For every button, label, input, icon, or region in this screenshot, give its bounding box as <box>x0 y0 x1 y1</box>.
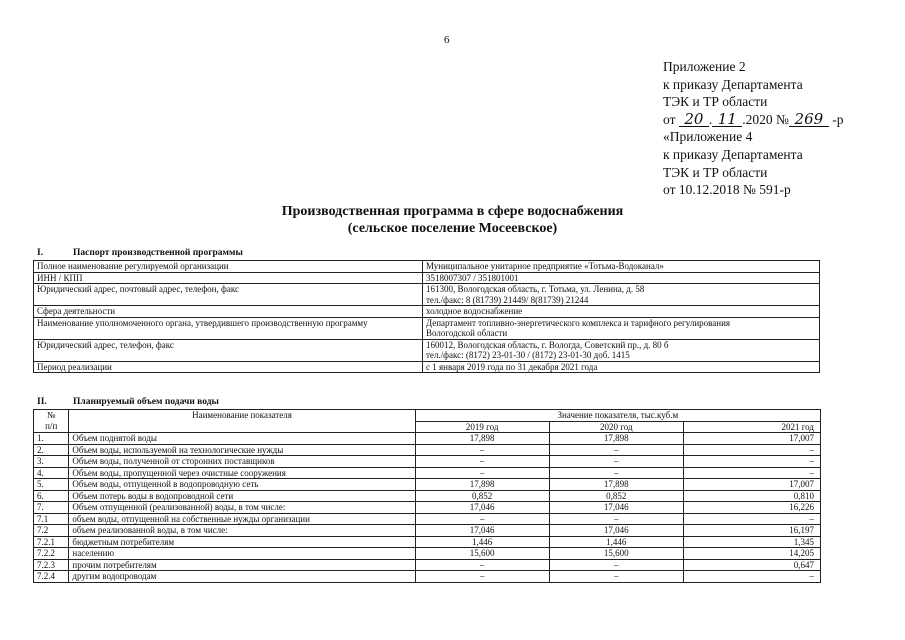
row-value-2020: – <box>549 571 683 583</box>
row-number: 7.2 <box>34 525 69 537</box>
passport-value-line-2: тел./факс: (8172) 23-01-30 / (8172) 23-01-30 доб. 1415 <box>426 350 630 360</box>
appendix-line-8: от 10.12.2018 № 591-р <box>663 182 791 198</box>
appendix-date-line <box>663 111 844 129</box>
row-value-2019: – <box>415 444 549 456</box>
header-values-title: Значение показателя, тыс.куб.м <box>415 410 820 422</box>
row-value-2021: 16,197 <box>683 525 820 537</box>
row-value-2020: – <box>549 559 683 571</box>
row-number: 7. <box>34 502 69 514</box>
row-indicator-name: Объем воды, пропущенной через очистные сооружения <box>69 467 415 479</box>
passport-row <box>34 361 820 373</box>
row-indicator-name: объем реализованной воды, в том числе: <box>69 525 415 537</box>
passport-label: Полное наименование регулируемой организации <box>34 261 423 273</box>
row-number: 6. <box>34 490 69 502</box>
row-value-2021: – <box>683 444 820 456</box>
row-number: 7.2.1 <box>34 536 69 548</box>
row-value-2020: 0,852 <box>549 490 683 502</box>
passport-value-line-1: 3518007307 / 351801001 <box>426 272 519 283</box>
row-value-2020: 1,446 <box>549 536 683 548</box>
volume-row <box>34 548 821 560</box>
row-value-2021: – <box>683 571 820 583</box>
date-month: 11 <box>712 112 742 127</box>
passport-row <box>34 339 820 361</box>
volume-row <box>34 479 821 491</box>
passport-value-line-1: холодное водоснабжение <box>426 306 523 316</box>
volume-row <box>34 433 821 445</box>
volume-table <box>33 409 821 583</box>
row-value-2021: 1,345 <box>683 536 820 548</box>
row-value-2020: – <box>549 456 683 468</box>
volume-row <box>34 536 821 548</box>
header-num-line-2: п/п <box>45 420 58 431</box>
row-value-2019: 17,046 <box>415 525 549 537</box>
row-value-2019: – <box>415 513 549 525</box>
passport-label: Юридический адрес, почтовый адрес, телефон, факс <box>34 284 423 306</box>
header-num-line-1: № <box>46 410 56 420</box>
passport-value-line-1: Департамент топливно-энергетического комплекса и тарифного регулирования <box>426 317 731 328</box>
volume-row <box>34 467 821 479</box>
appendix-line-7: ТЭК и ТР области <box>663 164 768 180</box>
row-value-2019: – <box>415 571 549 583</box>
row-indicator-name: Объем воды, полученной от сторонних поставщиков <box>69 456 415 468</box>
row-number: 7.2.3 <box>34 559 69 571</box>
volume-row <box>34 490 821 502</box>
row-value-2020: 17,898 <box>549 433 683 445</box>
row-indicator-name: Объем воды, используемой на технологические нужды <box>69 444 415 456</box>
row-value-2019: 0,852 <box>415 490 549 502</box>
row-number: 1. <box>34 433 69 445</box>
passport-label: Сфера деятельности <box>34 306 423 318</box>
row-value-2021: 16,226 <box>683 502 820 514</box>
volume-row <box>34 525 821 537</box>
row-number: 7.1 <box>34 513 69 525</box>
row-number: 5. <box>34 479 69 491</box>
passport-row <box>34 306 820 318</box>
passport-label: Юридический адрес, телефон, факс <box>34 339 423 361</box>
row-value-2019: – <box>415 467 549 479</box>
passport-value-line-2: тел./факс: 8 (81739) 21449/ 8(81739) 21244 <box>426 294 589 305</box>
row-indicator-name: Объем воды, отпущенной в водопроводную сеть <box>69 479 415 491</box>
header-year-2020: 2020 год <box>549 421 683 433</box>
date-suffix: -р <box>832 111 844 127</box>
section-1-title: Паспорт производственной программы <box>73 248 243 258</box>
row-value-2020: 17,046 <box>549 525 683 537</box>
passport-value <box>423 261 820 273</box>
header-name: Наименование показателя <box>69 410 415 433</box>
appendix-line-5: «Приложение 4 <box>663 129 753 145</box>
volume-row <box>34 513 821 525</box>
row-value-2019: 17,898 <box>415 479 549 491</box>
passport-value <box>423 272 820 284</box>
document-title <box>0 203 905 237</box>
row-indicator-name: прочим потребителям <box>69 559 415 571</box>
row-value-2021: 17,007 <box>683 479 820 491</box>
header-year-2021: 2021 год <box>683 421 820 433</box>
row-indicator-name: населению <box>69 548 415 560</box>
header-year-2019: 2019 год <box>415 421 549 433</box>
row-number: 4. <box>34 467 69 479</box>
appendix-line-6: к приказу Департамента <box>663 146 803 162</box>
date-dot: . <box>708 111 713 127</box>
passport-value <box>423 317 820 339</box>
volume-row <box>34 456 821 468</box>
passport-value-line-1: 160012, Вологодская область, г. Вологда, Советский пр., д. 80 б <box>426 339 669 350</box>
header-num <box>34 410 69 433</box>
row-value-2019: – <box>415 559 549 571</box>
date-day: 20 <box>679 112 709 127</box>
row-value-2019: 17,898 <box>415 433 549 445</box>
passport-value <box>423 306 820 318</box>
row-value-2020: 17,046 <box>549 502 683 514</box>
row-value-2019: 15,600 <box>415 548 549 560</box>
passport-value <box>423 339 820 361</box>
volume-row <box>34 444 821 456</box>
passport-table <box>33 260 820 373</box>
date-number: 269 <box>789 112 829 127</box>
passport-row <box>34 284 820 306</box>
date-year-no: .2020 № <box>742 111 789 127</box>
row-value-2020: – <box>549 513 683 525</box>
section-1-number: I. <box>37 248 44 258</box>
row-indicator-name: Объем отпущенной (реализованной) воды, в том числе: <box>69 502 415 514</box>
appendix-line-3: ТЭК и ТР области <box>663 94 768 110</box>
passport-label: ИНН / КПП <box>34 272 423 284</box>
row-indicator-name: Объем потерь воды в водопроводной сети <box>69 490 415 502</box>
title-line-1: Производственная программа в сфере водоснабжения <box>281 204 624 219</box>
passport-value-line-2: Вологодской области <box>426 328 508 338</box>
row-value-2021: 0,810 <box>683 490 820 502</box>
passport-value-line-1: Муниципальное унитарное предприятие «Тотьма-Водоканал» <box>426 261 664 271</box>
volume-row <box>34 559 821 571</box>
row-value-2019: 1,446 <box>415 536 549 548</box>
row-indicator-name: другим водопроводам <box>69 571 415 583</box>
row-value-2019: 17,046 <box>415 502 549 514</box>
row-value-2020: – <box>549 467 683 479</box>
header-row-1 <box>34 410 821 422</box>
row-indicator-name: Объем поднятой воды <box>69 433 415 445</box>
row-indicator-name: бюджетным потребителям <box>69 536 415 548</box>
row-value-2021: 14,205 <box>683 548 820 560</box>
passport-row <box>34 317 820 339</box>
row-value-2019: – <box>415 456 549 468</box>
page-number: 6 <box>444 34 450 46</box>
appendix-block <box>663 58 844 199</box>
title-line-2: (сельское поселение Мосеевское) <box>347 221 558 236</box>
appendix-line-2: к приказу Департамента <box>663 76 803 92</box>
passport-value <box>423 284 820 306</box>
row-value-2021: – <box>683 456 820 468</box>
passport-label: Наименование уполномоченного органа, утвердившего производственную программу <box>34 317 423 339</box>
passport-row <box>34 272 820 284</box>
row-value-2021: 0,647 <box>683 559 820 571</box>
section-2-heading <box>37 397 219 407</box>
row-number: 7.2.4 <box>34 571 69 583</box>
passport-value-line-1: 161300, Вологодская область, г. Тотьма, ул. Ленина, д. 58 <box>426 284 645 294</box>
passport-label: Период реализации <box>34 361 423 373</box>
row-value-2020: – <box>549 444 683 456</box>
row-value-2021: 17,007 <box>683 433 820 445</box>
row-value-2020: 17,898 <box>549 479 683 491</box>
appendix-line-1: Приложение 2 <box>663 59 746 74</box>
passport-value <box>423 361 820 373</box>
volume-row <box>34 571 821 583</box>
section-1-heading <box>37 248 243 258</box>
row-number: 2. <box>34 444 69 456</box>
date-prefix: от <box>663 111 676 127</box>
passport-value-line-1: с 1 января 2019 года по 31 декабря 2021 года <box>426 361 598 372</box>
row-value-2020: 15,600 <box>549 548 683 560</box>
volume-row <box>34 502 821 514</box>
row-value-2021: – <box>683 513 820 525</box>
section-2-title: Планируемый объем подачи воды <box>73 397 219 407</box>
section-2-number: II. <box>37 397 47 407</box>
row-number: 3. <box>34 456 69 468</box>
row-value-2021: – <box>683 467 820 479</box>
row-indicator-name: объем воды, отпущенной на собственные нужды организации <box>69 513 415 525</box>
row-number: 7.2.2 <box>34 548 69 560</box>
passport-row <box>34 261 820 273</box>
